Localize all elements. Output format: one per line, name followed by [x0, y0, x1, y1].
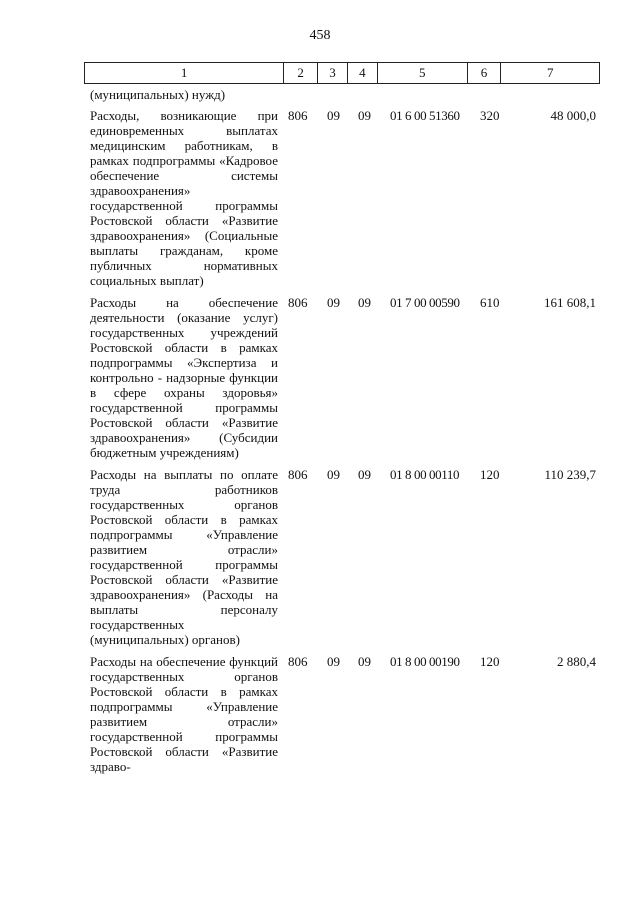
row-amount: 110 239,7	[544, 467, 596, 482]
row-amount: 48 000,0	[550, 108, 596, 123]
row-description: Расходы, возникающие при единовременных выплатах медицинским работникам, в рамках подпрограммы «Кадровое обеспечение системы здравоохранения» государственной программы Ростовской области «Развитие здравоохранения» (Социальные выплаты гражданам, кроме публичных нормативных социальных выплат)	[90, 108, 278, 288]
header-col-4: 4	[348, 63, 378, 83]
table-row	[0, 295, 640, 460]
row-expense-type: 120	[480, 654, 500, 669]
row-target-code: 01 6 00 51360	[390, 108, 460, 123]
header-col-5: 5	[378, 63, 468, 83]
row-target-code: 01 8 00 00110	[390, 467, 460, 482]
row-description: Расходы на обеспечение функций государственных органов Ростовской области в рамках подпрограммы «Управление развитием отрасли» государственной программы Ростовской области «Развитие здраво-	[90, 654, 278, 774]
row-section-code: 09	[327, 654, 340, 669]
row-subsection-code: 09	[358, 654, 371, 669]
header-col-6: 6	[468, 63, 502, 83]
row-amount: 161 608,1	[544, 295, 596, 310]
row-subsection-code: 09	[358, 295, 371, 310]
row-ministry-code: 806	[288, 654, 308, 669]
row-expense-type: 320	[480, 108, 500, 123]
row-target-code: 01 7 00 00590	[390, 295, 460, 310]
row-expense-type: 610	[480, 295, 500, 310]
row-amount: 2 880,4	[557, 654, 596, 669]
row-target-code: 01 8 00 00190	[390, 654, 460, 669]
header-col-2: 2	[284, 63, 318, 83]
header-col-3: 3	[318, 63, 348, 83]
table-row	[0, 108, 640, 288]
row-ministry-code: 806	[288, 295, 308, 310]
table-body	[0, 108, 640, 774]
table-row	[0, 467, 640, 647]
row-subsection-code: 09	[358, 467, 371, 482]
table-header	[84, 62, 600, 84]
row-section-code: 09	[327, 467, 340, 482]
page-number: 458	[309, 28, 331, 43]
row-ministry-code: 806	[288, 467, 308, 482]
row-section-code: 09	[327, 108, 340, 123]
table-row	[0, 654, 640, 774]
row-section-code: 09	[327, 295, 340, 310]
continuation-text: (муниципальных) нужд)	[90, 87, 226, 102]
header-col-1: 1	[85, 63, 284, 83]
row-subsection-code: 09	[358, 108, 371, 123]
row-description: Расходы на выплаты по оплате труда работников государственных органов Ростовской области в рамках подпрограммы «Управление развитием отрасли» государственной программы Ростовской области «Развитие здравоохранения» (Расходы на выплаты персоналу государственных (муниципальных) органов)	[90, 467, 278, 647]
row-expense-type: 120	[480, 467, 500, 482]
header-col-7: 7	[546, 65, 554, 80]
row-ministry-code: 806	[288, 108, 308, 123]
row-description: Расходы на обеспечение деятельности (оказание услуг) государственных учреждений Ростовской области в рамках подпрограммы «Экспертиза и контрольно - надзорные функции в сфере охраны здоровья» государственной программы Ростовской области «Развитие здравоохранения» (Субсидии бюджетным учреждениям)	[90, 295, 278, 460]
